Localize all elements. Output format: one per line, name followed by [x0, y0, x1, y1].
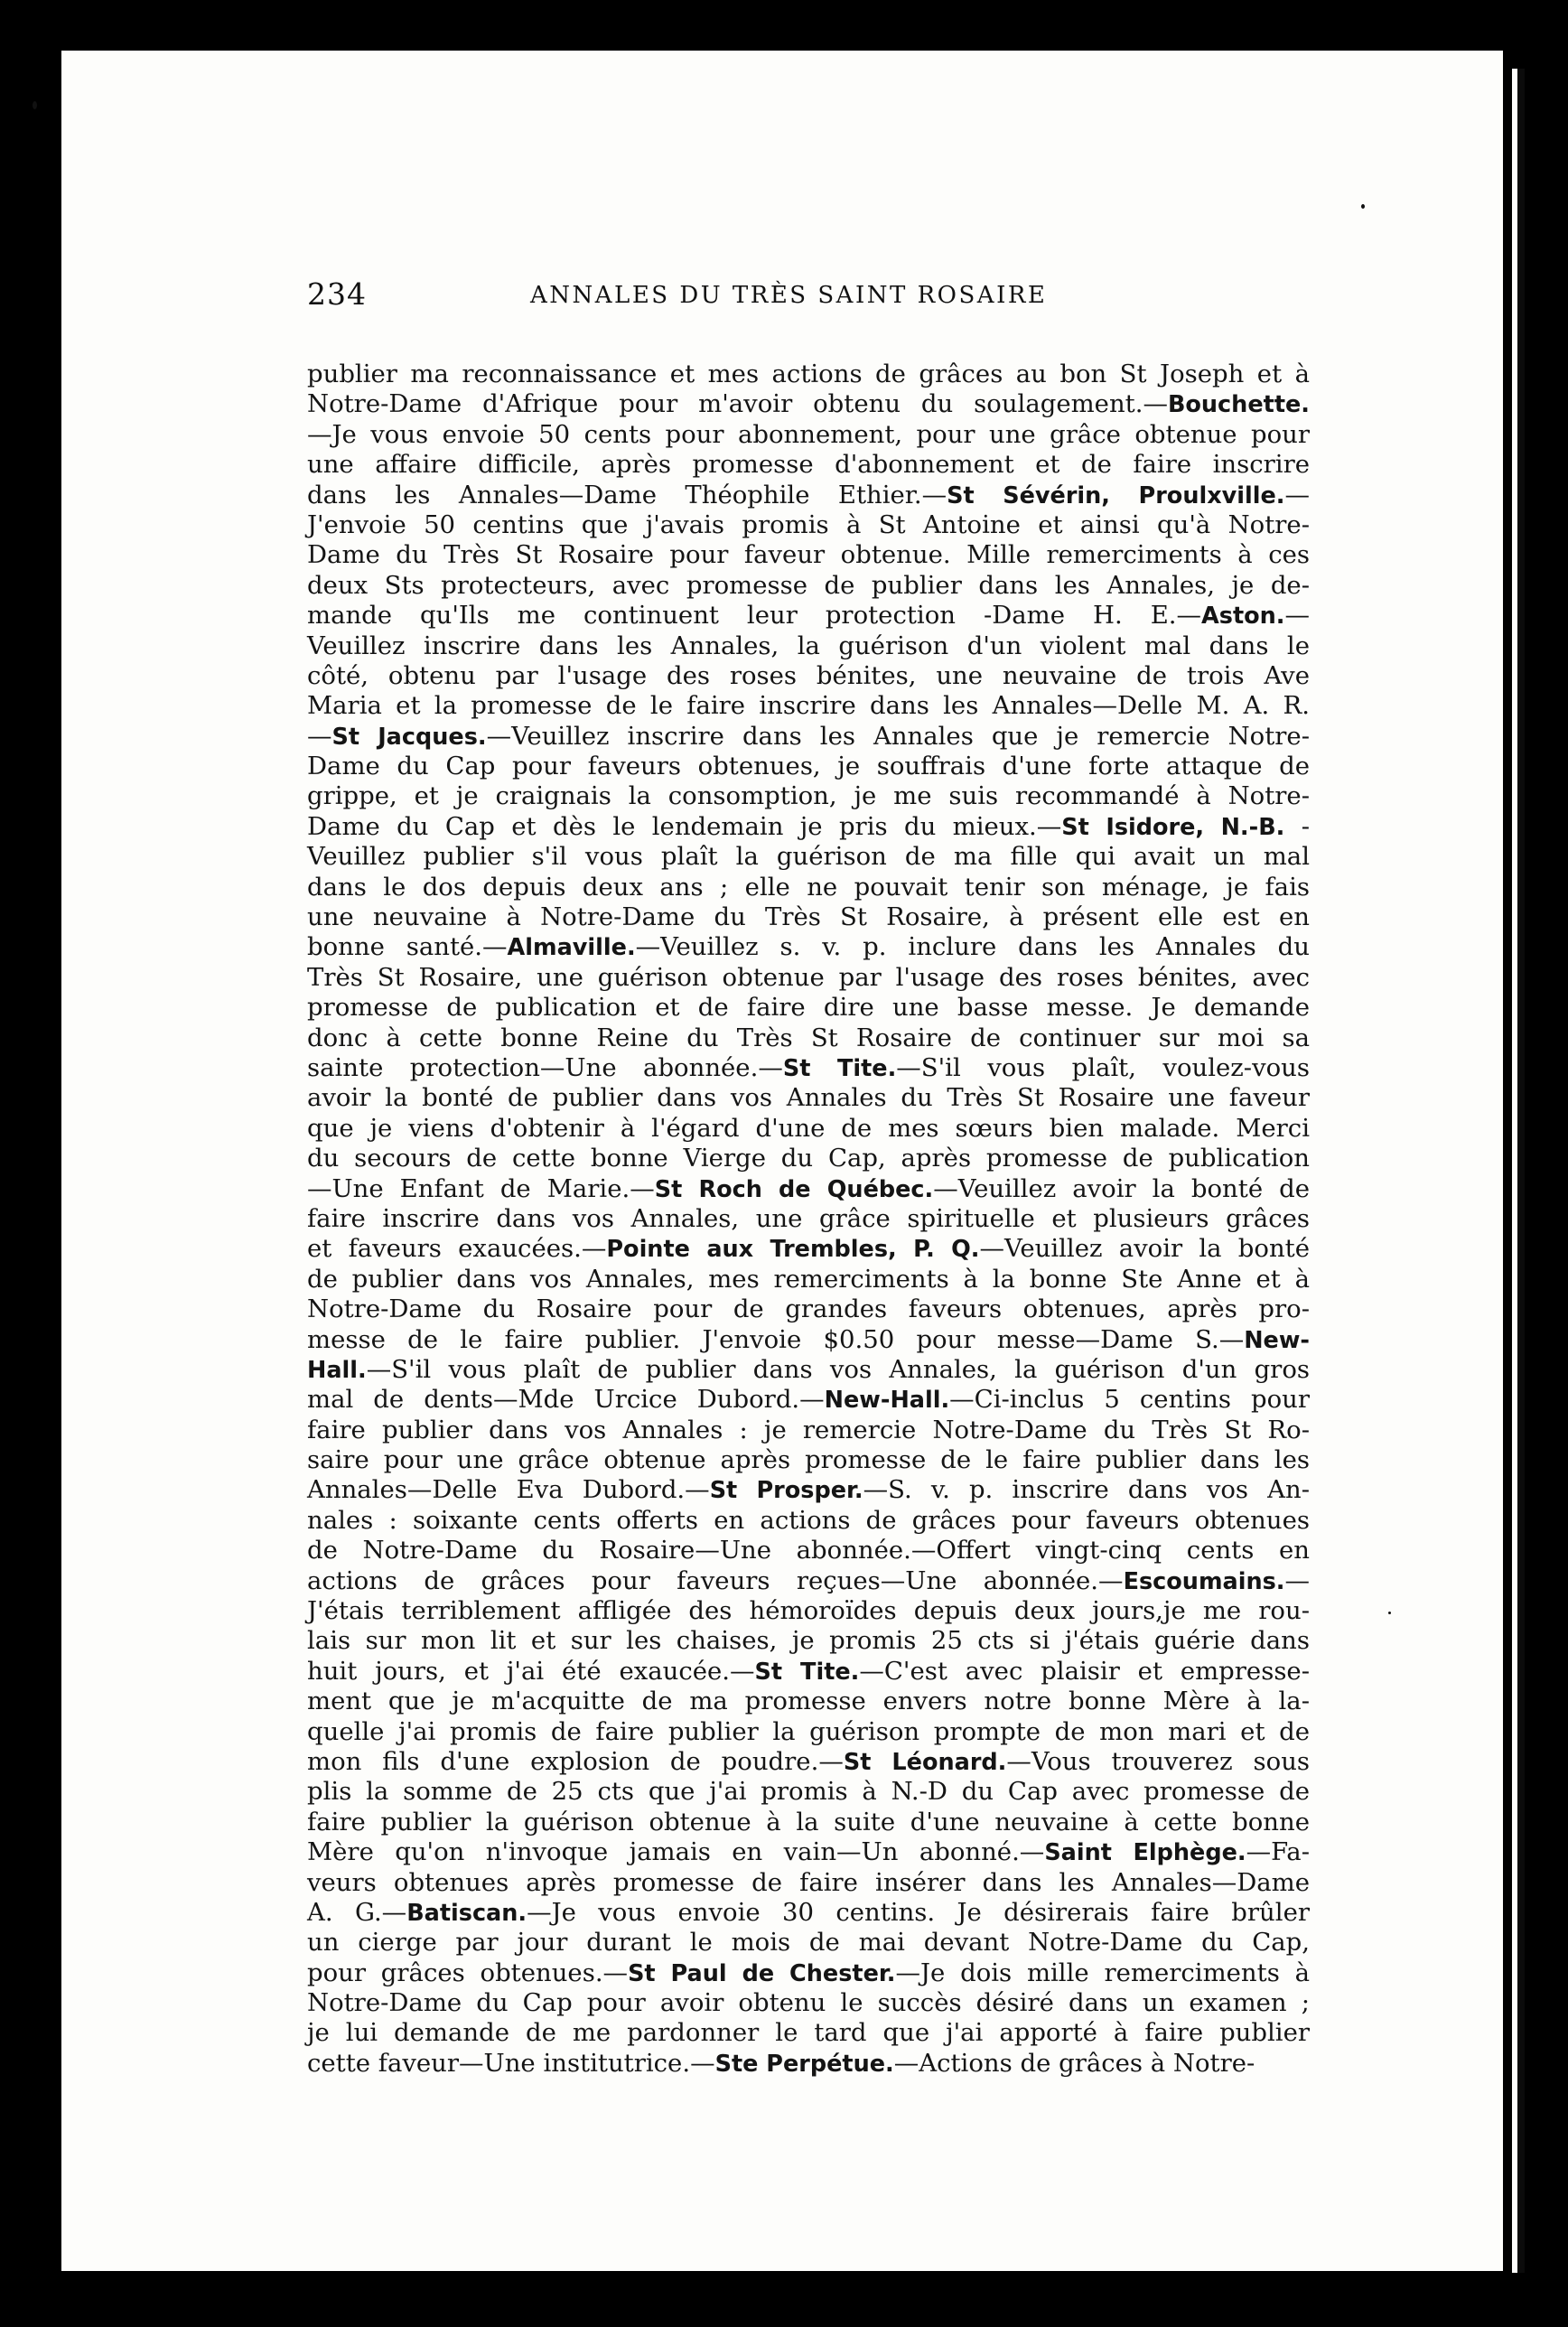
- text-run: —Je vous envoie 50 cents pour abonnement, pour une grâce obtenue pour: [307, 419, 1310, 449]
- place-name: Batiscan.: [406, 1899, 527, 1927]
- text-line: [307, 2049, 1310, 2079]
- place-name: Pointe aux Trembles, P. Q.: [606, 1236, 980, 1264]
- text-line: [307, 722, 1310, 752]
- text-run: Notre-Dame du Cap pour avoir obtenu le succès désiré dans un examen ;: [307, 1988, 1310, 2018]
- text-run: publier ma reconnaissance et mes actions de grâces au bon St Joseph et à: [307, 360, 1310, 388]
- text-run: —C'est avec plaisir et empresse-: [859, 1656, 1310, 1686]
- text-run: —Je dois mille remerciments à: [895, 1958, 1310, 1987]
- text-line: [307, 450, 1310, 480]
- text-line: [307, 1083, 1310, 1113]
- place-name: Saint Elphège.: [1044, 1839, 1246, 1867]
- text-run: Annales—Delle Eva Dubord.—: [307, 1475, 710, 1505]
- text-line: [307, 1536, 1310, 1565]
- text-line: [307, 902, 1310, 932]
- text-line: [307, 2018, 1310, 2048]
- text-line: [307, 812, 1310, 842]
- text-run: saire pour une grâce obtenue après promesse de le faire publier dans les: [307, 1445, 1310, 1475]
- text-run: J'étais terriblement affligée des hémoroïdes depuis deux jours,je me rou-: [307, 1596, 1310, 1626]
- place-name: Ste Perpétue.: [714, 2050, 894, 2078]
- text-line: [307, 1717, 1310, 1747]
- text-run: du secours de cette bonne Vierge du Cap, après promesse de publication: [307, 1144, 1310, 1173]
- text-run: donc à cette bonne Reine du Très St Rosaire de continuer sur moi sa: [307, 1023, 1310, 1052]
- text-line: [307, 1355, 1310, 1385]
- place-name: St Tite.: [754, 1658, 860, 1686]
- text-run: faire inscrire dans vos Annales, une grâce spirituelle et plusieurs grâces: [307, 1203, 1310, 1233]
- text-run: ment que je m'acquitte de ma promesse envers notre bonne Mère à la-: [307, 1687, 1310, 1716]
- text-line: [307, 1053, 1310, 1083]
- text-run: J'envoie 50 centins que j'avais promis à St Antoine et ainsi qu'à Notre-: [307, 509, 1310, 539]
- text-line: [307, 601, 1310, 631]
- text-run: deux Sts protecteurs, avec promesse de publier dans les Annales, je de-: [307, 570, 1310, 600]
- place-name: St Paul de Chester.: [628, 1959, 896, 1987]
- text-run: —Veuillez avoir la bonté de: [933, 1173, 1310, 1203]
- text-line: [307, 1204, 1310, 1234]
- text-run: —Fa-: [1246, 1837, 1310, 1867]
- place-name: St Tite.: [782, 1054, 897, 1082]
- text-run: Notre-Dame d'Afrique pour m'avoir obtenu du soulagement.—: [307, 389, 1168, 419]
- place-name: St Léonard.: [843, 1748, 1007, 1776]
- text-run: Maria et la promesse de le faire inscrire dans les Annales—Delle M. A. R.: [307, 691, 1310, 721]
- place-name: New-Hall.: [824, 1387, 950, 1415]
- text-run: —: [307, 721, 332, 751]
- text-line: [307, 1566, 1310, 1596]
- text-run: un cierge par jour durant le mois de mai devant Notre-Dame du Cap,: [307, 1928, 1310, 1958]
- text-run: de publier dans vos Annales, mes remerciments à la bonne Ste Anne et à: [307, 1264, 1310, 1294]
- place-name: Escoumains.: [1123, 1567, 1285, 1595]
- text-line: [307, 360, 1310, 389]
- text-run: —Veuillez avoir la bonté: [979, 1234, 1310, 1264]
- text-run: plis la somme de 25 cts que j'ai promis à N.-D du Cap avec promesse de: [307, 1777, 1310, 1807]
- text-line: [307, 1294, 1310, 1324]
- text-run: —Veuillez s. v. p. inclure dans les Annales du: [635, 932, 1310, 962]
- text-line: [307, 1868, 1310, 1898]
- text-line: [307, 1988, 1310, 2018]
- text-run: faire publier la guérison obtenue à la suite d'une neuvaine à cette bonne: [307, 1807, 1310, 1836]
- running-title: ANNALES DU TRÈS SAINT ROSAIRE: [530, 282, 1048, 309]
- text-run: côté, obtenu par l'usage des roses bénites, une neuvaine de trois Ave: [307, 660, 1310, 690]
- text-line: [307, 1596, 1310, 1626]
- text-run: —Actions de grâces à Notre-: [893, 2048, 1255, 2078]
- text-run: une neuvaine à Notre-Dame du Très St Rosaire, à présent elle est en: [307, 902, 1310, 932]
- text-line: [307, 963, 1310, 993]
- text-line: [307, 1114, 1310, 1144]
- text-run: Dame du Cap et dès le lendemain je pris du mieux.—: [307, 811, 1062, 841]
- dust-speck: [1361, 204, 1365, 209]
- text-run: veurs obtenues après promesse de faire insérer dans les Annales—Dame: [307, 1867, 1310, 1897]
- text-run: —S'il vous plaît de publier dans vos Annales, la guérison d'un gros: [366, 1354, 1310, 1384]
- dust-speck: [33, 101, 37, 109]
- text-line: [307, 932, 1310, 962]
- place-name: St Prosper.: [709, 1477, 863, 1505]
- text-run: je lui demande de me pardonner le tard que j'ai apporté à faire publier: [307, 2018, 1310, 2048]
- text-run: —Une Enfant de Marie.—: [307, 1173, 655, 1203]
- text-run: bonne santé.—: [307, 932, 508, 962]
- place-name: Bouchette.: [1167, 391, 1310, 419]
- text-line: [307, 1385, 1310, 1415]
- text-run: dans le dos depuis deux ans ; elle ne pouvait tenir son ménage, je fais: [307, 872, 1310, 902]
- text-run: grippe, et je craignais la consomption, je me suis recommandé à Notre-: [307, 781, 1310, 811]
- place-name: St Roch de Québec.: [654, 1175, 934, 1203]
- text-line: [307, 1777, 1310, 1807]
- text-line: [307, 1144, 1310, 1173]
- text-run: Dame du Cap pour faveurs obtenues, je souffrais d'une forte attaque de: [307, 752, 1310, 781]
- text-line: [307, 873, 1310, 902]
- text-line: [307, 571, 1310, 601]
- text-line: [307, 510, 1310, 540]
- text-run: une affaire difficile, après promesse d'abonnement et de faire inscrire: [307, 450, 1310, 480]
- text-line: [307, 1265, 1310, 1294]
- text-run: —Je vous envoie 30 centins. Je désirerais faire brûler: [527, 1897, 1310, 1927]
- text-run: actions de grâces pour faveurs reçues—Une abonnée.—: [307, 1565, 1124, 1595]
- place-name: Hall.: [307, 1356, 367, 1384]
- text-run: Veuillez publier s'il vous plaît la guérison de ma fille qui avait un mal: [307, 842, 1310, 872]
- text-line: [307, 1174, 1310, 1204]
- text-line: [307, 691, 1310, 721]
- text-run: —: [1284, 480, 1310, 509]
- text-line: [307, 993, 1310, 1023]
- text-run: quelle j'ai promis de faire publier la guérison prompte de mon mari et de: [307, 1716, 1310, 1746]
- text-run: de Notre-Dame du Rosaire—Une abonnée.—Offert vingt-cinq cents en: [307, 1536, 1310, 1565]
- text-run: -: [1284, 811, 1310, 841]
- dust-speck: [1388, 1612, 1391, 1614]
- text-run: —: [1284, 601, 1310, 631]
- text-run: promesse de publication et de faire dire une basse messe. Je demande: [307, 993, 1310, 1023]
- text-line: [307, 1898, 1310, 1928]
- text-run: dans les Annales—Dame Théophile Ethier.—: [307, 480, 947, 509]
- text-line: [307, 1506, 1310, 1536]
- page-edge-rule: [1512, 69, 1525, 2273]
- text-run: huit jours, et j'ai été exaucée.—: [307, 1656, 755, 1686]
- text-run: mande qu'Ils me continuent leur protection -Dame H. E.—: [307, 601, 1202, 631]
- text-run: mon fils d'une explosion de poudre.—: [307, 1746, 844, 1776]
- page-header: [307, 276, 1310, 318]
- text-line: [307, 781, 1310, 811]
- text-line: [307, 1928, 1310, 1958]
- text-run: nales : soixante cents offerts en actions de grâces pour faveurs obtenues: [307, 1505, 1310, 1535]
- place-name: St Isidore, N.-B.: [1061, 813, 1285, 841]
- text-line: [307, 1747, 1310, 1777]
- text-line: [307, 1808, 1310, 1837]
- text-line: [307, 631, 1310, 661]
- text-line: [307, 1626, 1310, 1656]
- place-name: Aston.: [1201, 603, 1285, 631]
- text-run: —S. v. p. inscrire dans vos An-: [863, 1475, 1310, 1505]
- text-line: [307, 481, 1310, 510]
- place-name: St Jacques.: [331, 723, 487, 751]
- text-run: Veuillez inscrire dans les Annales, la guérison d'un violent mal dans le: [307, 631, 1310, 660]
- text-run: pour grâces obtenues.—: [307, 1958, 629, 1987]
- text-run: faire publier dans vos Annales : je remercie Notre-Dame du Très St Ro-: [307, 1415, 1310, 1444]
- text-run: —: [1284, 1565, 1310, 1595]
- text-run: Notre-Dame du Rosaire pour de grandes faveurs obtenues, après pro-: [307, 1294, 1310, 1324]
- text-line: [307, 842, 1310, 872]
- text-run: —Veuillez inscrire dans les Annales que je remercie Notre-: [486, 721, 1310, 751]
- text-line: [307, 661, 1310, 691]
- text-line: [307, 1416, 1310, 1445]
- text-line: [307, 1687, 1310, 1716]
- text-run: cette faveur—Une institutrice.—: [307, 2048, 715, 2078]
- text-line: [307, 1234, 1310, 1264]
- text-run: sainte protection—Une abonnée.—: [307, 1052, 783, 1082]
- place-name: New-: [1244, 1326, 1310, 1354]
- text-run: que je viens d'obtenir à l'égard d'une de mes sœurs bien malade. Merci: [307, 1113, 1310, 1143]
- text-line: [307, 420, 1310, 450]
- page-number: 234: [307, 276, 367, 312]
- text-run: avoir la bonté de publier dans vos Annales du Très St Rosaire une faveur: [307, 1083, 1310, 1113]
- text-line: [307, 1325, 1310, 1355]
- text-run: lais sur mon lit et sur les chaises, je promis 25 cts si j'étais guérie dans: [307, 1626, 1310, 1656]
- text-run: —Ci-inclus 5 centins pour: [949, 1385, 1310, 1415]
- text-line: [307, 752, 1310, 781]
- text-run: messe de le faire publier. J'envoie $0.50 pour messe—Dame S.—: [307, 1324, 1245, 1354]
- text-run: et faveurs exaucées.—: [307, 1234, 607, 1264]
- body-text: [307, 360, 1310, 2079]
- text-line: [307, 1657, 1310, 1687]
- text-run: Mère qu'on n'invoque jamais en vain—Un abonné.—: [307, 1837, 1045, 1867]
- text-run: A. G.—: [307, 1897, 407, 1927]
- text-line: [307, 1023, 1310, 1053]
- place-name: St Sévérin, Proulxville.: [947, 481, 1285, 509]
- text-run: mal de dents—Mde Urcice Dubord.—: [307, 1385, 825, 1415]
- text-line: [307, 1837, 1310, 1867]
- text-run: —Vous trouverez sous: [1006, 1746, 1311, 1776]
- place-name: Almaville.: [507, 934, 636, 962]
- text-run: Dame du Très St Rosaire pour faveur obtenue. Mille remerciments à ces: [307, 540, 1310, 570]
- text-line: [307, 389, 1310, 419]
- text-line: [307, 540, 1310, 570]
- text-line: [307, 1445, 1310, 1475]
- text-line: [307, 1958, 1310, 1988]
- text-line: [307, 1475, 1310, 1505]
- text-run: Très St Rosaire, une guérison obtenue par l'usage des roses bénites, avec: [307, 962, 1310, 992]
- text-run: —S'il vous plaît, voulez-vous: [896, 1052, 1310, 1082]
